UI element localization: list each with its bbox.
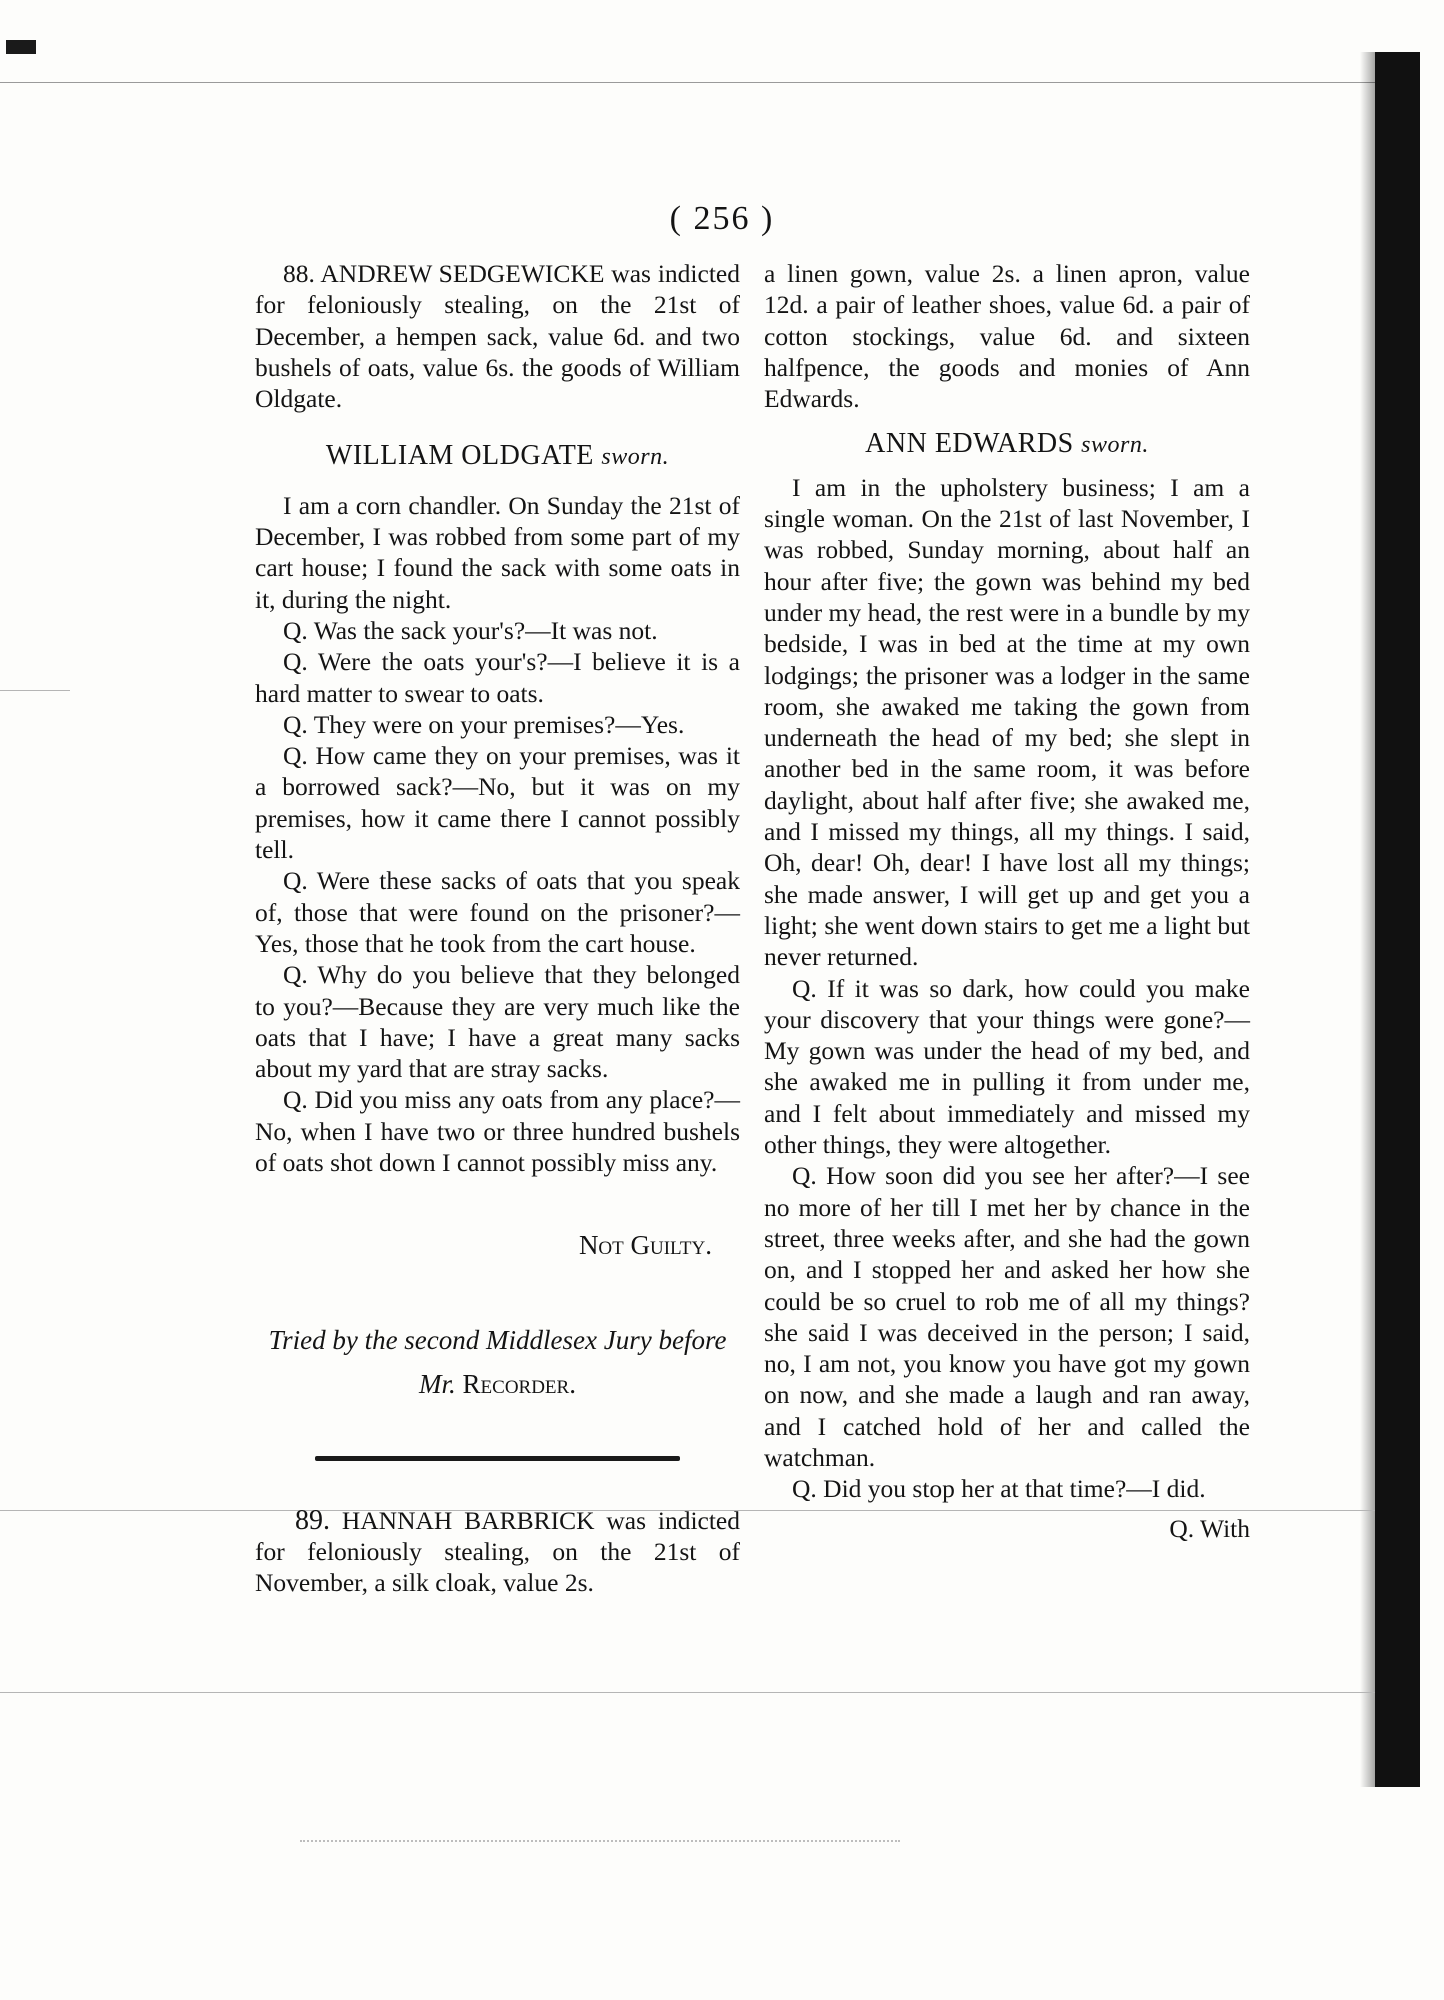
case-88-indictment: 88. ANDREW SEDGEWICKE was indicted for feloniously stealing, on the 21st of December, a hempen sack, value 6d. and two bushels of oats, value 6s. the goods of William Oldgate. [255, 259, 740, 414]
scan-line-artifact [0, 1692, 1375, 1693]
indictment-continuation: a linen gown, value 2s. a linen apron, value 12d. a pair of leather shoes, value 6d. a pair of cotton stockings, value 6d. and sixteen halfpence, the goods and monies of Ann Edwards. [764, 259, 1250, 414]
question-answer: Q. Why do you believe that they belonged to you?—Because they are very much like the oats that I have; I have a great many sacks about my yard that are stray sacks. [255, 960, 740, 1084]
question-answer: Q. If it was so dark, how could you make your discovery that your things were gone?—My gown was under the head of my bed, and she awaked me in pulling it from under me, and I felt about immediately and missed my other things, they were altogether. [764, 973, 1250, 1160]
catchword: Q. With [1169, 1513, 1250, 1543]
right-column [764, 258, 1250, 1544]
case-number: 89. [295, 1504, 330, 1536]
case-divider-rule [315, 1456, 680, 1461]
question-answer: Q. How soon did you see her after?—I see no more of her till I met her by chance in the street, three weeks after, and she had the gown on, and I stopped her and asked her how she could be so cruel to rob me of all my things? she said I was deceived in the person; I said, no, I am not, you know you have got my gown on now, and she made a laugh and ran away, and I catched hold of her and called the watchman. [764, 1161, 1250, 1472]
case-89-indictment [255, 1505, 740, 1599]
scan-edge-bar [1375, 52, 1420, 1787]
question-answer: Q. Did you miss any oats from any place?—No, when I have two or three hundred bushels of oats shot down I cannot possibly miss any. [255, 1085, 740, 1178]
question-answer: Q. Were the oats your's?—I believe it is a hard matter to swear to oats. [255, 647, 740, 708]
ink-blot [6, 40, 36, 54]
witness-sworn: sworn. [601, 444, 670, 471]
question-answer: Q. Was the sack your's?—It was not. [283, 615, 658, 645]
tried-by-line [255, 1318, 740, 1406]
testimony-paragraph: I am in the upholstery business; I am a single woman. On the 21st of last November, I was robbed, Sunday morning, about half an hour after five; the gown was behind my bed under my head, the rest were in a bundle by my bedside, I was in bed at the time at my own lodgings; the prisoner was a lodger in the same room, she awaked me taking the gown from underneath the head of my bed; she slept in another bed in the same room, it was before daylight, about half after five; she awaked me, and I missed my things, all my things. I said, Oh, dear! Oh, dear! I have lost all my things; she made answer, I will get up and get you a light; she went down stairs to get me a light but never returned. [764, 472, 1250, 972]
page-edge-shadow [1360, 52, 1375, 1787]
verdict: Not Guilty. [578, 1230, 712, 1261]
question-answer: Q. Were these sacks of oats that you speak of, those that were found on the prisoner?—Yes, those that he took from the cart house. [255, 866, 740, 958]
witness-name: ANN EDWARDS [865, 428, 1074, 460]
witness-heading [255, 440, 740, 473]
witness-name: WILLIAM OLDGATE [325, 440, 594, 472]
question-answer: Q. How came they on your premises, was it a borrowed sack?—No, but it was on my premises, how it came there I cannot possibly tell. [255, 741, 740, 865]
case-89-text: HANNAH BARBRICK was indicted for feloniously stealing, on the 21st of November, a silk cloak, value 2s. [255, 1505, 741, 1598]
scan-margin-mark [0, 690, 70, 691]
testimony-paragraph: I am a corn chandler. On Sunday the 21st of December, I was robbed from some part of my cart house; I found the sack with some oats in it, during the night. [255, 490, 740, 614]
witness-sworn: sworn. [1081, 432, 1149, 459]
witness-heading [764, 428, 1250, 461]
scan-dot-artifact [300, 1840, 900, 1844]
left-column [255, 258, 740, 1599]
tried-by-jury: Tried by the second Middlesex Jury before [268, 1324, 727, 1355]
recorder-name: Recorder. [462, 1368, 576, 1399]
scan-top-rule [0, 82, 1375, 83]
question-answer: Q. They were on your premises?—Yes. [283, 709, 685, 739]
recorder-line [255, 1362, 740, 1406]
recorder-title: Mr. [419, 1368, 456, 1399]
question-answer: Q. Did you stop her at that time?—I did. [792, 1474, 1206, 1504]
page-number: ( 256 ) [669, 200, 775, 237]
